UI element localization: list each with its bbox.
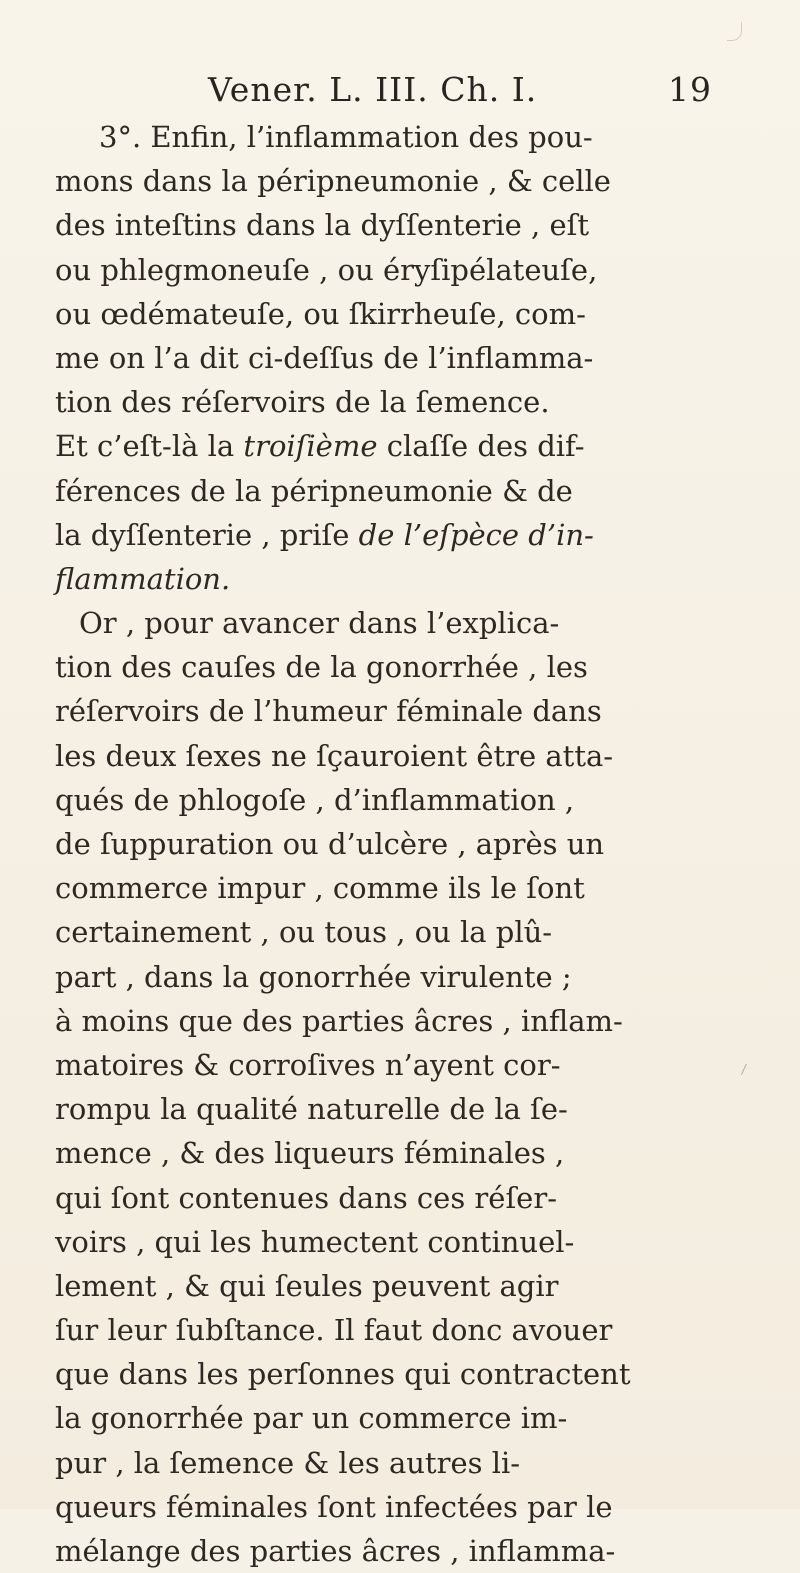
- text-line-italic: [55, 557, 745, 601]
- text-line: commerce impur , comme ils le ſont: [55, 871, 585, 906]
- text-line: part , dans la gonorrhée virulente ;: [55, 959, 572, 994]
- text-line: réſervoirs de l’humeur féminale dans: [55, 694, 602, 729]
- text-line: de ſuppuration ou d’ulcère , après un: [55, 827, 605, 861]
- text-line: tion des réſervoirs de la ſemence.: [55, 385, 550, 420]
- text-line: que dans les perſonnes qui contractent: [55, 1357, 631, 1392]
- text-line: voirs , qui les humectent continuel-: [55, 1224, 575, 1259]
- text-line: queurs féminales ſont infectées par le: [55, 1489, 613, 1524]
- text-line: ſur leur ſubſtance. Il faut donc avouer: [55, 1313, 613, 1348]
- text-line: lement , & qui ſeules peuvent agir: [55, 1268, 559, 1303]
- page-header: [208, 70, 728, 120]
- text-line: à moins que des parties âcres , inflam-: [55, 1003, 623, 1038]
- text-line: certainement , ou tous , ou la plû-: [55, 915, 553, 950]
- text-line: qui ſont contenues dans ces réſer-: [55, 1180, 558, 1215]
- italic-phrase: de l’eſpèce d’in-: [358, 517, 594, 552]
- text-line: 3°. Enfin, l’inflammation des pou-: [99, 120, 593, 154]
- text-line: des inteſtins dans la dyſſenterie , eſt: [55, 208, 590, 243]
- page-corner-fold: [727, 22, 742, 41]
- text-line: qués de phlogoſe , d’inflammation ,: [55, 782, 575, 817]
- text-line-with-italic: [55, 513, 745, 557]
- text-line: mélange des parties âcres , inflamma-: [55, 1534, 616, 1568]
- text-line: ou phlegmoneuſe , ou éryſipélateuſe,: [55, 252, 598, 287]
- text-line: me on l’a dit ci-deſſus de l’inflamma-: [55, 340, 594, 375]
- italic-phrase: troiſième: [243, 429, 378, 464]
- text-line-with-italic: [55, 424, 745, 468]
- running-title: Vener. L. III. Ch. I.: [208, 70, 538, 109]
- text-fragment: claſſe des dif-: [377, 429, 585, 464]
- italic-phrase: flammation.: [55, 561, 231, 596]
- text-line: férences de la péripneumonie & de: [55, 473, 573, 508]
- text-line: tion des cauſes de la gonorrhée , les: [55, 650, 588, 685]
- text-line: mence , & des liqueurs féminales ,: [55, 1136, 565, 1171]
- text-line: les deux ſexes ne ſçauroient être atta-: [55, 738, 614, 773]
- text-line: pur , la ſemence & les autres li-: [55, 1445, 521, 1480]
- text-line: Or , pour avancer dans l’explica-: [79, 606, 560, 641]
- text-line: rompu la qualité naturelle de la ſe-: [55, 1092, 568, 1127]
- text-line: matoires & corroſives n’ayent cor-: [55, 1047, 561, 1082]
- page-body: [55, 115, 745, 1573]
- page-number: 19: [668, 70, 712, 109]
- text-fragment: Et c’eſt-là la: [55, 429, 244, 464]
- text-line: mons dans la péripneumonie , & celle: [55, 164, 611, 199]
- text-line: ou œdémateuſe, ou ſkirrheuſe, com-: [55, 296, 586, 331]
- text-fragment: la dyſſenterie , priſe: [55, 517, 359, 552]
- text-line: la gonorrhée par un commerce im-: [55, 1401, 568, 1436]
